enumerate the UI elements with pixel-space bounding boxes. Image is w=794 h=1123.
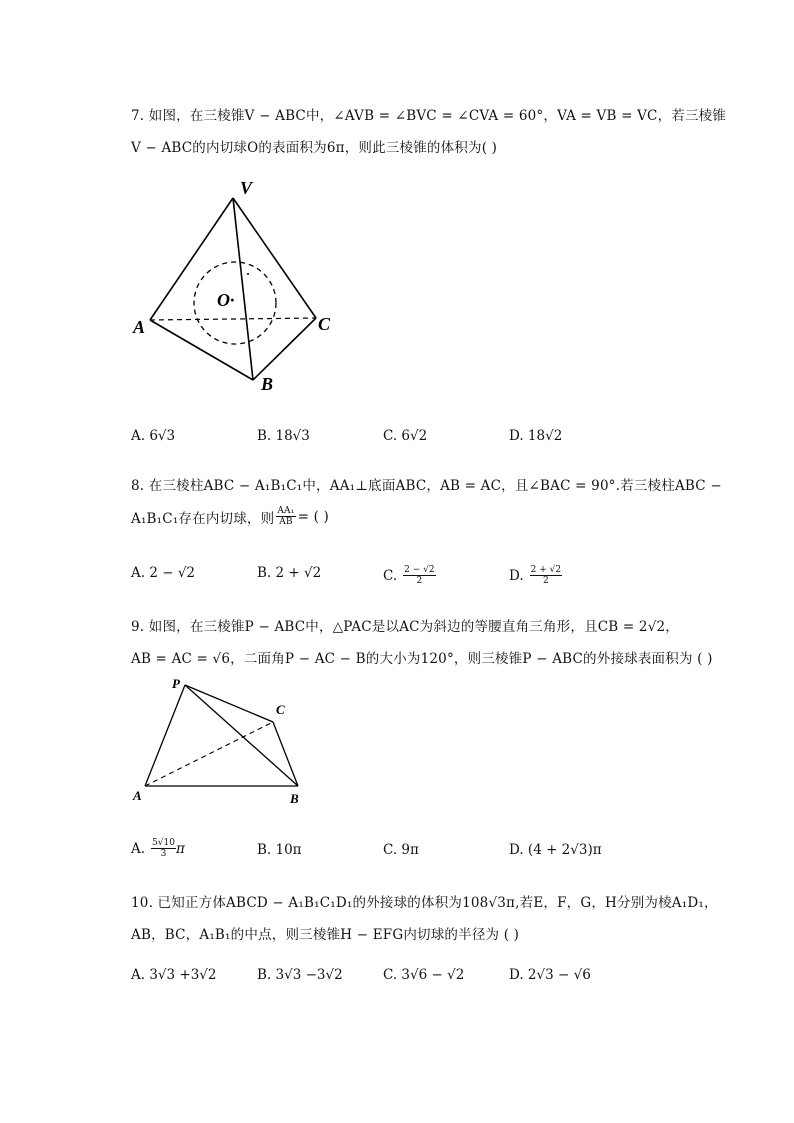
q10-option-c[interactable]: C. 3√6 − √2: [383, 967, 465, 983]
edge-PB: [185, 685, 298, 786]
edge-VC: [233, 198, 316, 318]
q8-option-d-num: 2 + √2: [530, 565, 562, 575]
q8-option-d-fraction: [530, 565, 562, 586]
label-C: C: [276, 702, 285, 717]
edge-PA: [145, 685, 185, 786]
q8-option-c[interactable]: [383, 565, 436, 586]
q7-option-d[interactable]: D. 18√2: [509, 428, 563, 444]
q8-option-d-label: D.: [509, 567, 524, 584]
q8-option-d[interactable]: [509, 565, 562, 586]
label-V: V: [240, 178, 253, 198]
q9-stem-line2: AB = AC = √6，二面角P − AC − B的大小为120°，则三棱锥P − ABC的外接球表面积为 ( ): [131, 651, 713, 667]
q9-option-a-fraction: [151, 838, 176, 859]
q9-option-b[interactable]: B. 10π: [257, 842, 302, 858]
q8-option-c-den: 2: [416, 576, 423, 586]
q8-option-a[interactable]: A. 2 − √2: [131, 565, 196, 581]
q8-fraction-den: AB: [279, 517, 293, 527]
q8-fraction: [276, 506, 295, 527]
q8-stem-tail: = ( ): [297, 508, 329, 525]
q9-stem-line1: 9. 如图，在三棱锥P − ABC中，△PAC是以AC为斜边的等腰直角三角形，且CB = 2√2，: [131, 619, 680, 635]
edge-VB: [233, 198, 253, 380]
label-P: P: [172, 676, 180, 691]
q9-option-a-label: A.: [131, 840, 146, 857]
q9-option-a-num: 5√10: [152, 838, 175, 848]
q9-option-a-den: 3: [160, 849, 167, 859]
q8-option-b[interactable]: B. 2 + √2: [257, 565, 322, 581]
q9-option-a-pi: π: [175, 840, 185, 857]
label-B: B: [261, 374, 274, 394]
q7-option-a[interactable]: A. 6√3: [131, 428, 176, 444]
label-O: O·: [217, 290, 235, 310]
q7-option-c[interactable]: C. 6√2: [383, 428, 428, 444]
label-B: B: [290, 791, 299, 806]
edge-AC-hidden: [150, 318, 316, 320]
q10-stem-line1: 10. 已知正方体ABCD − A₁B₁C₁D₁的外接球的体积为108√3π,若E，F，G，H分别为棱A₁D₁，: [131, 895, 718, 911]
q10-option-b[interactable]: B. 3√3 −3√2: [257, 967, 343, 983]
q8-option-c-label: C.: [383, 567, 398, 584]
label-A: A: [133, 788, 142, 803]
q8-stem-line2: [131, 506, 329, 527]
edge-CB: [273, 722, 298, 786]
inscribed-sphere: [194, 262, 276, 344]
q8-option-d-den: 2: [543, 576, 549, 586]
q8-stem-line1: 8. 在三棱柱ABC − A₁B₁C₁中，AA₁⊥底面ABC，AB = AC，且∠BAC = 90°.若三棱柱ABC −: [131, 478, 722, 494]
q9-option-d[interactable]: D. (4 + 2√3)π: [509, 842, 602, 858]
q8-fraction-num: AA₁: [277, 506, 295, 516]
q7-tetrahedron-figure: [130, 178, 340, 398]
dot-mark: [247, 273, 249, 275]
label-A: A: [133, 317, 146, 337]
edge-PC: [185, 685, 273, 722]
q8-stem-text: A₁B₁C₁存在内切球，则: [131, 510, 275, 527]
q8-option-c-fraction: [403, 565, 435, 586]
q9-option-c[interactable]: C. 9π: [383, 842, 419, 858]
q9-tetrahedron-figure: [130, 673, 315, 813]
q8-option-c-num: 2 − √2: [404, 565, 435, 575]
q10-stem-line2: AB，BC，A₁B₁的中点，则三棱锥H − EFG内切球的半径为 ( ): [131, 927, 520, 943]
edge-AB: [150, 320, 253, 380]
label-C: C: [318, 314, 331, 334]
q10-option-d[interactable]: D. 2√3 − √6: [509, 967, 591, 983]
edge-AC-hidden: [145, 722, 273, 786]
q7-stem-line1: 7. 如图，在三棱锥V − ABC中，∠AVB = ∠BVC = ∠CVA = 60°，VA = VB = VC，若三棱锥: [131, 108, 727, 124]
edge-BC: [253, 318, 316, 380]
q10-option-a[interactable]: A. 3√3 +3√2: [131, 967, 217, 983]
q9-option-a[interactable]: [131, 838, 185, 859]
q7-stem-line2: V − ABC的内切球O的表面积为6π，则此三棱锥的体积为( ): [131, 140, 498, 156]
q7-option-b[interactable]: B. 18√3: [257, 428, 310, 444]
